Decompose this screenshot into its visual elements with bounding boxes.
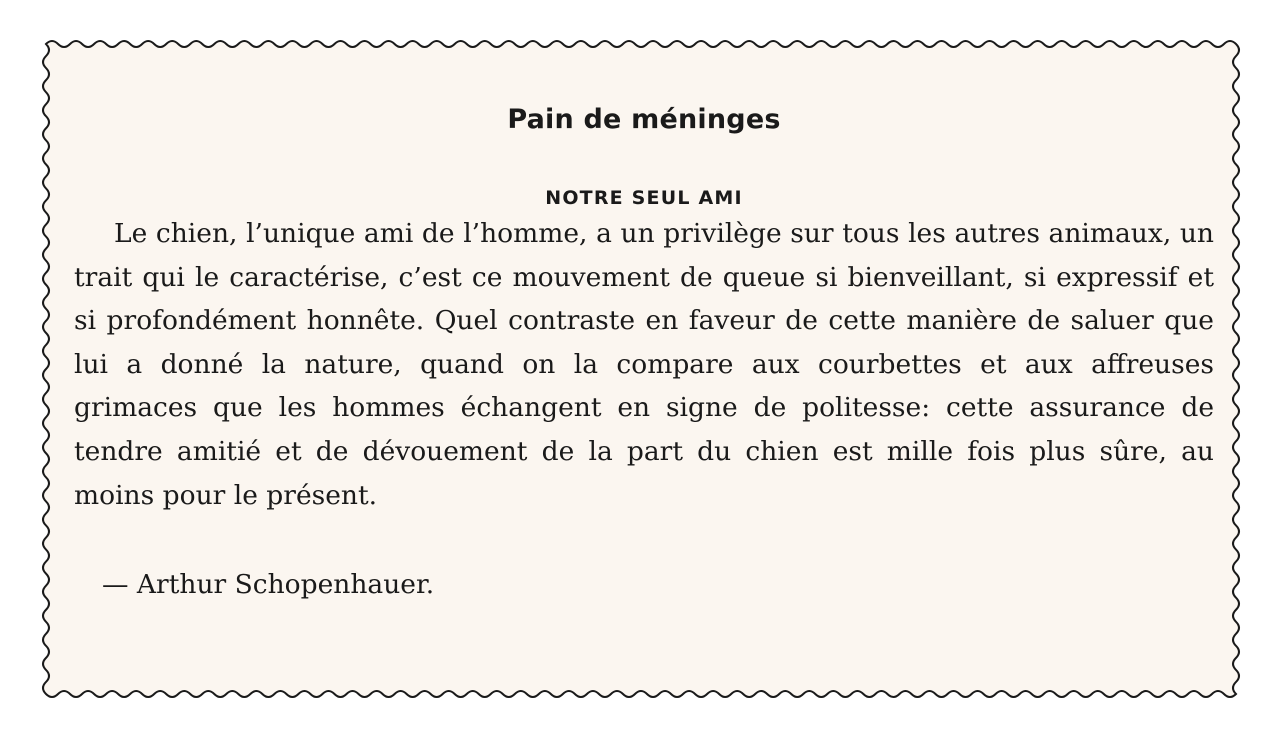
quote-paragraph: Le chien, l’unique ami de l’homme, a un privilège sur tous les autres animaux, un trait qui le caractérise, c’est ce mouvement de queue si bienveillant, si expressif et si profondément honnête. Quel contraste en faveur de cette manière de saluer que lui a donné la nature, quand on la compare aux courbettes et aux affreuses grimaces que les hommes échangent en signe de politesse: cette assurance de tendre amitié et de dévouement de la part du chien est mille fois plus sûre, au moins pour le présent.: [74, 218, 1214, 511]
card-heading: Pain de méninges: [507, 104, 781, 135]
section-title: NOTRE SEUL AMI: [545, 187, 743, 209]
card-content: [74, 96, 1214, 605]
quote-attribution: — Arthur Schopenhauer.: [102, 569, 435, 601]
